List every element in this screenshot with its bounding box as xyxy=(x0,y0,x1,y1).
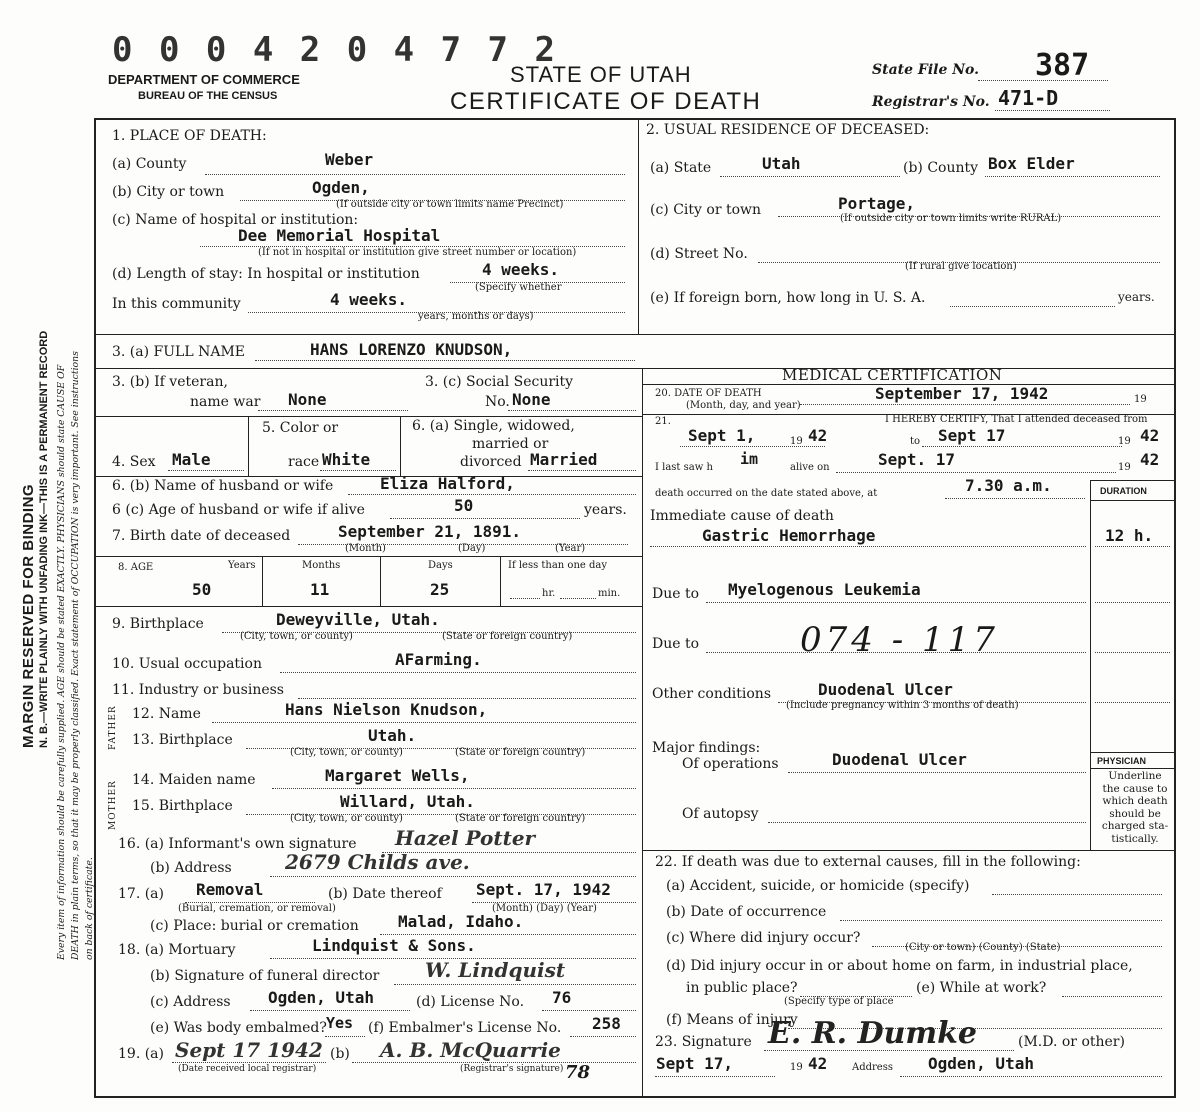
birth-month-note: (Month) xyxy=(345,543,386,554)
birth-day-note: (Day) xyxy=(458,543,486,554)
birthplace-note: (State or foreign country) xyxy=(455,747,586,758)
physician-note-line: Underline xyxy=(1108,770,1162,782)
sex-value: Male xyxy=(172,450,211,469)
occupation-label: 10. Usual occupation xyxy=(112,656,262,672)
external-a-label: (a) Accident, suicide, or homicide (specify) xyxy=(666,878,970,894)
signature-year: 42 xyxy=(808,1054,828,1073)
marital-label: divorced xyxy=(460,454,522,470)
section-heading: 2. USUAL RESIDENCE OF DECEASED: xyxy=(646,122,930,138)
mother-birthplace-value: Willard, Utah. xyxy=(340,792,475,811)
residence-foreign-label: (e) If foreign born, how long in U. S. A. xyxy=(650,290,926,306)
age-years-label: Years xyxy=(228,560,256,571)
date-of-death-sub: (Month, day, and year) xyxy=(686,400,801,411)
license-label: (d) License No. xyxy=(416,994,525,1010)
birth-year-note: (Year) xyxy=(555,543,586,554)
sex-label: 4. Sex xyxy=(112,454,156,470)
embalmer-value: 258 xyxy=(592,1014,621,1033)
department-label: DEPARTMENT OF COMMERCE xyxy=(108,72,300,87)
last-saw-label: I last saw h xyxy=(655,462,713,473)
informant-address-label: (b) Address xyxy=(150,860,232,876)
burial-place-value: Malad, Idaho. xyxy=(398,912,524,931)
disposal-note: (Burial, cremation, or removal) xyxy=(178,903,336,914)
physician-address: Ogden, Utah xyxy=(928,1054,1034,1073)
certify-text: I HEREBY CERTIFY, That I attended deceased from xyxy=(885,414,1148,425)
funeral-director-signature: W. Lindquist xyxy=(425,958,566,982)
age-less-label: If less than one day xyxy=(508,560,607,571)
community-note: years, months or days) xyxy=(418,311,534,322)
received-label: 19. (a) xyxy=(118,1046,164,1062)
immediate-cause-value: Gastric Hemorrhage xyxy=(702,526,876,545)
mortuary-address-label: (c) Address xyxy=(150,994,231,1010)
state-file-number: 387 xyxy=(1035,48,1090,83)
immediate-duration-value: 12 h. xyxy=(1105,526,1154,545)
margin-instruction-text: on back of certificate. xyxy=(84,857,95,960)
social-security-sub-label: No. xyxy=(485,394,510,410)
birthplace-value: Deweyville, Utah. xyxy=(276,610,440,629)
physician-signature-suffix: (M.D. or other) xyxy=(1018,1034,1125,1050)
race-value: White xyxy=(322,450,371,469)
spouse-age-value: 50 xyxy=(454,496,474,515)
margin-instruction-text: Every item of information should be carefully supplied. AGE should be stated EXACTLY. PHYSICIANS should state CAUSE OF xyxy=(56,364,67,960)
physician-address-label: Address xyxy=(852,1062,893,1073)
physician-note-line: should be xyxy=(1109,807,1161,820)
mother-maiden-label: 14. Maiden name xyxy=(132,772,256,788)
serial-number: 0 0 0 4 2 0 4 7 7 2 xyxy=(112,30,558,70)
due-to-label: Due to xyxy=(652,586,700,602)
informant-address: 2679 Childs ave. xyxy=(285,850,470,874)
disposal-date-note: (Month) (Day) (Year) xyxy=(492,903,597,914)
other-conditions-value: Duodenal Ulcer xyxy=(818,680,953,699)
physician-note-line: which death xyxy=(1102,795,1168,807)
mother-side-label: MOTHER xyxy=(108,780,118,830)
residence-state-value: Utah xyxy=(762,154,801,173)
page-title: CERTIFICATE OF DEATH xyxy=(450,88,762,115)
veteran-label: 3. (b) If veteran, xyxy=(112,374,228,390)
veteran-value: None xyxy=(288,390,327,409)
city-note: (If outside city or town limits name Precinct) xyxy=(336,199,564,210)
external-b-label: (b) Date of occurrence xyxy=(666,904,827,920)
age-days-label: Days xyxy=(428,560,453,571)
birth-date-label: 7. Birth date of deceased xyxy=(112,528,291,544)
attend-from-year: 42 xyxy=(808,426,828,445)
physician-label: PHYSICIAN xyxy=(1097,756,1147,766)
external-heading: 22. If death was due to external causes, fill in the following: xyxy=(655,854,1081,870)
external-c-note: (City or town) (County) (State) xyxy=(905,942,1061,953)
other-conditions-note: (Include pregnancy within 3 months of death) xyxy=(786,700,1019,711)
physician-note xyxy=(1096,770,1174,845)
last-saw-pronoun: im xyxy=(740,450,759,468)
disposal-date-label: (b) Date thereof xyxy=(328,886,442,902)
birthplace-note: (City, town, or county) xyxy=(290,813,403,824)
age-min-label: min. xyxy=(598,588,621,599)
marital-value: Married xyxy=(530,450,598,469)
birthplace-label: 9. Birthplace xyxy=(112,616,204,632)
mother-maiden-value: Margaret Wells, xyxy=(325,766,470,785)
registrar-mark: 78 xyxy=(565,1062,591,1083)
disposal-value: Removal xyxy=(196,880,264,899)
residence-county-value: Box Elder xyxy=(988,154,1075,173)
residence-city-label: (c) City or town xyxy=(650,202,762,218)
embalmed-value: Yes xyxy=(326,1014,354,1032)
attend-to-value: Sept 17 xyxy=(938,426,1006,445)
margin-binding-text: MARGIN RESERVED FOR BINDING xyxy=(20,483,37,748)
due-to-value: Myelogenous Leukemia xyxy=(728,580,921,599)
registrar-sig-label: (b) xyxy=(330,1046,350,1062)
birthplace-note: (City, town, or county) xyxy=(290,747,403,758)
father-birthplace-value: Utah. xyxy=(368,726,417,745)
father-name-value: Hans Nielson Knudson, xyxy=(285,700,488,719)
attend-to-label: to xyxy=(910,436,921,447)
registrar-note: (Registrar's signature) xyxy=(460,1064,564,1074)
certify-number: 21. xyxy=(655,416,671,427)
year-prefix: 19 xyxy=(790,436,803,447)
autopsy-label: Of autopsy xyxy=(682,806,759,822)
external-f-label: (f) Means of injury xyxy=(666,1012,798,1028)
year-prefix: 19 xyxy=(790,1062,803,1073)
race-label: race xyxy=(288,454,320,470)
external-d-label: (d) Did injury occur in or about home on farm, in industrial place, xyxy=(666,958,1133,974)
residence-state-label: (a) State xyxy=(650,160,712,176)
embalmed-label: (e) Was body embalmed? xyxy=(150,1020,327,1036)
occupation-value: AFarming. xyxy=(395,650,482,669)
received-date: Sept 17 1942 xyxy=(175,1038,323,1062)
community-value: 4 weeks. xyxy=(330,290,408,309)
age-months-label: Months xyxy=(302,560,341,571)
bureau-label: BUREAU OF THE CENSUS xyxy=(138,90,278,102)
age-months-value: 11 xyxy=(310,580,330,599)
age-years-value: 50 xyxy=(192,580,212,599)
spouse-age-unit: years. xyxy=(584,502,627,518)
registrar-label: Registrar's No. xyxy=(872,94,990,110)
residence-city-note: (If outside city or town limits write RURAL) xyxy=(840,213,1062,224)
mother-birthplace-label: 15. Birthplace xyxy=(132,798,233,814)
physician-signature: E. R. Dumke xyxy=(768,1016,978,1051)
date-of-death-label: 20. DATE OF DEATH xyxy=(655,388,762,399)
residence-city-value: Portage, xyxy=(838,194,916,213)
spouse-age-label: 6 (c) Age of husband or wife if alive xyxy=(112,502,365,518)
duration-label: DURATION xyxy=(1100,486,1147,496)
external-e-label: (e) While at work? xyxy=(916,980,1047,996)
residence-foreign-unit: years. xyxy=(1118,290,1155,304)
margin-instruction-text: DEATH in plain terms, so that it may be properly classified. Exact statement of OCCUPATION is very important. See instructions xyxy=(70,351,81,960)
funeral-director-label: (b) Signature of funeral director xyxy=(150,968,380,984)
birthplace-note: (State or foreign country) xyxy=(442,631,573,642)
stay-hospital-value: 4 weeks. xyxy=(482,260,560,279)
operations-label: Of operations xyxy=(682,756,779,772)
embalmer-label: (f) Embalmer's License No. xyxy=(368,1020,562,1036)
alive-on-year: 42 xyxy=(1140,450,1160,469)
community-label: In this community xyxy=(112,296,241,312)
registrar-signature: A. B. McQuarrie xyxy=(380,1038,561,1062)
social-security-label: 3. (c) Social Security xyxy=(425,374,574,390)
birthplace-note: (City, town, or county) xyxy=(240,631,353,642)
residence-street-note: (If rural give location) xyxy=(905,261,1017,272)
mortuary-label: 18. (a) Mortuary xyxy=(118,942,236,958)
due-to-label: Due to xyxy=(652,636,700,652)
medical-heading: MEDICAL CERTIFICATION xyxy=(782,366,1003,384)
attend-from-value: Sept 1, xyxy=(688,426,756,445)
veteran-sub-label: name war xyxy=(190,394,261,410)
industry-label: 11. Industry or business xyxy=(112,682,284,698)
stay-note: (Specify whether xyxy=(475,282,562,293)
residence-county-label: (b) County xyxy=(903,160,979,176)
age-label: 8. AGE xyxy=(118,562,154,573)
other-conditions-label: Other conditions xyxy=(652,686,772,702)
social-security-value: None xyxy=(512,390,551,409)
father-birthplace-label: 13. Birthplace xyxy=(132,732,233,748)
full-name-label: 3. (a) FULL NAME xyxy=(112,344,245,360)
marital-label: married or xyxy=(472,436,549,452)
hospital-value: Dee Memorial Hospital xyxy=(238,226,441,245)
city-value: Ogden, xyxy=(312,178,370,197)
full-name-value: HANS LORENZO KNUDSON, xyxy=(310,340,513,359)
county-value: Weber xyxy=(325,150,374,169)
spouse-value: Eliza Halford, xyxy=(380,474,515,493)
marital-label: 6. (a) Single, widowed, xyxy=(412,418,575,434)
operations-value: Duodenal Ulcer xyxy=(832,750,967,769)
informant-signature: Hazel Potter xyxy=(395,826,536,850)
mortuary-value: Lindquist & Sons. xyxy=(312,936,476,955)
date-of-death-suffix: 19 xyxy=(1134,394,1147,405)
year-prefix: 19 xyxy=(1118,436,1131,447)
informant-signature-label: 16. (a) Informant's own signature xyxy=(118,836,357,852)
time-of-death-value: 7.30 a.m. xyxy=(965,476,1052,495)
due-to-code: 074 - 117 xyxy=(800,620,999,660)
burial-place-label: (c) Place: burial or cremation xyxy=(150,918,359,934)
physician-note-line: the cause to xyxy=(1102,782,1168,795)
date-of-death-value: September 17, 1942 xyxy=(875,384,1049,403)
year-prefix: 19 xyxy=(1118,462,1131,473)
hospital-label: (c) Name of hospital or institution: xyxy=(112,212,359,228)
margin-instruction-text: N. B.—WRITE PLAINLY WITH UNFADING INK—THIS IS A PERMANENT RECORD xyxy=(38,330,50,748)
external-d2-note: (Specify type of place xyxy=(784,996,894,1007)
received-note: (Date received local registrar) xyxy=(178,1064,317,1074)
registrar-number: 471-D xyxy=(998,86,1059,110)
disposal-date-value: Sept. 17, 1942 xyxy=(476,880,611,899)
disposal-label: 17. (a) xyxy=(118,886,164,902)
city-label: (b) City or town xyxy=(112,184,225,200)
physician-signature-label: 23. Signature xyxy=(655,1034,752,1050)
color-label: 5. Color or xyxy=(262,420,339,436)
occurred-label: death occurred on the date stated above, at xyxy=(655,488,878,499)
attend-to-year: 42 xyxy=(1140,426,1160,445)
physician-note-line: tistically. xyxy=(1111,832,1159,845)
age-days-value: 25 xyxy=(430,580,450,599)
state-title: STATE OF UTAH xyxy=(510,62,692,87)
mortuary-address-value: Ogden, Utah xyxy=(268,988,374,1007)
county-label: (a) County xyxy=(112,156,187,172)
license-value: 76 xyxy=(552,988,572,1007)
alive-on-value: Sept. 17 xyxy=(878,450,956,469)
physician-note-line: charged sta- xyxy=(1101,820,1169,832)
external-d2-label: in public place? xyxy=(686,980,798,996)
birth-date-value: September 21, 1891. xyxy=(338,522,522,541)
alive-on-label: alive on xyxy=(790,462,830,473)
age-hr-label: hr. xyxy=(542,588,556,599)
signature-date: Sept 17, xyxy=(656,1054,734,1073)
section-heading: 1. PLACE OF DEATH: xyxy=(112,128,267,144)
stay-label: (d) Length of stay: In hospital or institution xyxy=(112,266,420,282)
residence-street-label: (d) Street No. xyxy=(650,246,748,262)
hospital-note: (If not in hospital or institution give street number or location) xyxy=(258,247,577,258)
external-c-label: (c) Where did injury occur? xyxy=(666,930,861,946)
state-file-label: State File No. xyxy=(872,62,980,78)
birthplace-note: (State or foreign country) xyxy=(455,813,586,824)
father-side-label: FATHER xyxy=(108,705,118,750)
major-findings-label: Major findings: xyxy=(652,740,761,756)
spouse-label: 6. (b) Name of husband or wife xyxy=(112,478,334,494)
immediate-cause-label: Immediate cause of death xyxy=(650,508,834,524)
father-name-label: 12. Name xyxy=(132,706,201,722)
